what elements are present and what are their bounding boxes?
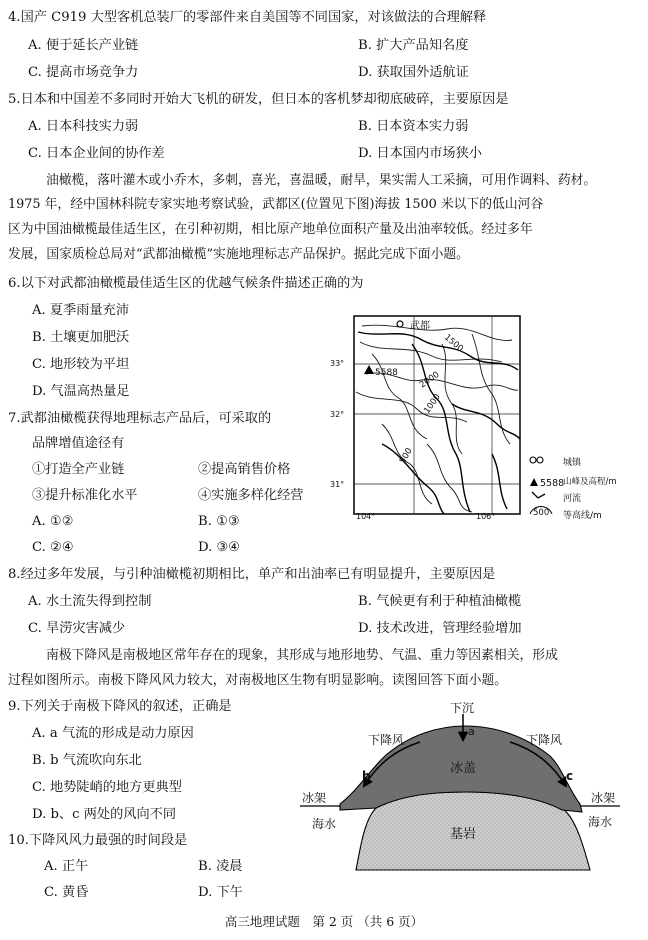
q7-option-d[interactable]: D. ③④ [198,540,241,555]
q4-option-b[interactable]: B. 扩大产品知名度 [358,38,469,53]
q9-option-d[interactable]: D. b、c 两处的风向不同 [32,807,177,822]
page-footer: 高三地理试题 第 2 页 （共 6 页） [224,914,424,929]
q8-option-b[interactable]: B. 气候更有利于种植油橄榄 [358,594,522,609]
legend-contour-value: 500 [533,508,550,518]
passage-1-line-2: 1975 年，经中国林科院专家实地考察试验，武都区(位置见下图)海拔 1500 米以下的低山河谷 [8,197,544,212]
question-7-stem-line-1: 7.武都油橄榄获得地理标志产品后，可采取的 [8,411,272,426]
legend-peak-icon [530,478,538,486]
map-contour-label-500: 500 [397,446,415,466]
question-7-stem-line-2: 品牌增值途径有 [32,436,125,451]
map-contour-label-1000: 1000 [422,392,443,416]
q10-option-c[interactable]: C. 黄昏 [44,885,89,900]
q5-option-c[interactable]: C. 日本企业间的协作差 [28,146,165,161]
question-5-stem: 5.日本和中国差不多同时开始大飞机的研发，但日本的客机梦却彻底破碎，主要原因是 [8,92,509,107]
map-lat-label-32: 32° [330,410,345,419]
legend-peak-label: 山峰及高程/m [563,477,617,487]
q7-item-3: ③提升标准化水平 [32,488,138,503]
label-b: b [362,769,371,783]
legend-city-icon-2 [537,457,543,463]
map-contour-label-2000: 2000 [417,369,442,391]
question-4-stem: 4.国产 C919 大型客机总装厂的零部件来自美国等不同国家，对该做法的合理解释 [8,10,487,25]
map-legend [530,456,617,521]
map-lat-label-31: 31° [330,480,345,489]
passage-2-line-2: 过程如图所示。南极下降风风力较大，对南极地区生物有明显影响。读图回答下面小题。 [8,673,508,688]
legend-city-icon [530,457,536,463]
ice-cap-label: 冰盖 [450,761,477,776]
question-9-stem: 9.下列关于南极下降风的叙述，正确是 [8,699,232,714]
q8-option-a[interactable]: A. 水土流失得到控制 [28,594,152,609]
q10-option-d[interactable]: D. 下午 [198,885,243,900]
q4-option-c[interactable]: C. 提高市场竞争力 [28,65,139,80]
legend-peak-value: 5588 [540,478,565,489]
map-city-label: 武都 [410,321,430,332]
q7-option-c[interactable]: C. ②④ [32,540,74,555]
q5-option-a[interactable]: A. 日本科技实力弱 [28,119,139,134]
q7-option-b[interactable]: B. ①③ [198,514,240,529]
bedrock-label: 基岩 [450,827,477,842]
q4-option-d[interactable]: D. 获取国外适航证 [358,65,469,80]
wudu-city-icon [397,321,403,327]
q7-item-4: ④实施多样化经营 [198,488,304,503]
passage-2-line-1: 南极下降风是南极地区常年存在的现象，其形成与地形地势、气温、重力等因素相关，形成 [46,648,558,663]
q10-option-b[interactable]: B. 凌晨 [198,859,243,874]
q6-option-c[interactable]: C. 地形较为平坦 [32,357,130,372]
ice-shelf-left-label: 冰架 [302,791,327,805]
wind-left-label: 下降风 [368,733,405,747]
question-6-stem: 6.以下对武都油橄榄最佳适生区的优越气候条件描述正确的为 [8,276,364,291]
downflow-label: 下沉 [450,701,475,715]
legend-river-label: 河流 [563,494,582,504]
wudu-location-map [330,314,642,524]
ice-shelf-right-label: 冰架 [591,791,616,805]
map-contour-label-1500: 1500 [442,332,466,355]
q9-option-b[interactable]: B. b 气流吹向东北 [32,753,142,768]
q10-option-a[interactable]: A. 正午 [44,859,89,874]
passage-1-line-4: 发展，国家质检总局对“武都油橄榄”实施地理标志产品保护。据此完成下面小题。 [8,247,469,262]
q9-option-a[interactable]: A. a 气流的形成是动力原因 [32,726,194,741]
q8-option-d[interactable]: D. 技术改进，管理经验增加 [358,621,522,636]
q6-option-b[interactable]: B. 土壤更加肥沃 [32,330,130,345]
q6-option-a[interactable]: A. 夏季雨量充沛 [32,303,130,318]
q5-option-b[interactable]: B. 日本资本实力弱 [358,119,469,134]
map-lon-label-106: 106° [476,512,496,521]
q4-option-a[interactable]: A. 便于延长产业链 [28,38,139,53]
map-lat-label-33: 33° [330,359,345,368]
q8-option-c[interactable]: C. 旱涝灾害减少 [28,621,126,636]
legend-city-label: 城镇 [563,458,582,468]
map-lon-label-104: 104° [356,512,376,521]
question-10-stem: 10.下降风风力最强的时间段是 [8,833,188,848]
wind-right-label: 下降风 [526,733,563,747]
question-8-stem: 8.经过多年发展，与引种油橄榄初期相比，单产和出油率已有明显提升，主要原因是 [8,567,496,582]
sea-left-label: 海水 [312,817,337,831]
legend-contour-label: 等高线/m [563,511,602,521]
label-a: a [468,725,475,738]
q7-item-2: ②提高销售价格 [198,462,291,477]
label-c: c [566,769,574,783]
map-peak-label: 5588 [375,368,398,378]
passage-1-line-3: 区为中国油橄榄最佳适生区，在引种初期，相比原产地单位面积产量及出油率较低。经过多年 [8,222,533,237]
legend-river-icon [532,492,545,498]
q9-option-c[interactable]: C. 地势陡峭的地方更典型 [32,780,182,795]
q7-item-1: ①打造全产业链 [32,462,125,477]
katabatic-wind-diagram [300,700,620,870]
passage-1-line-1: 油橄榄，落叶灌木或小乔木，多刺，喜光，喜温暖，耐旱，果实需人工采摘，可用作调料、药材。 [46,173,597,188]
q7-option-a[interactable]: A. ①② [32,514,74,529]
q6-option-d[interactable]: D. 气温高热量足 [32,384,130,399]
q5-option-d[interactable]: D. 日本国内市场狭小 [358,146,482,161]
sea-right-label: 海水 [588,815,613,829]
